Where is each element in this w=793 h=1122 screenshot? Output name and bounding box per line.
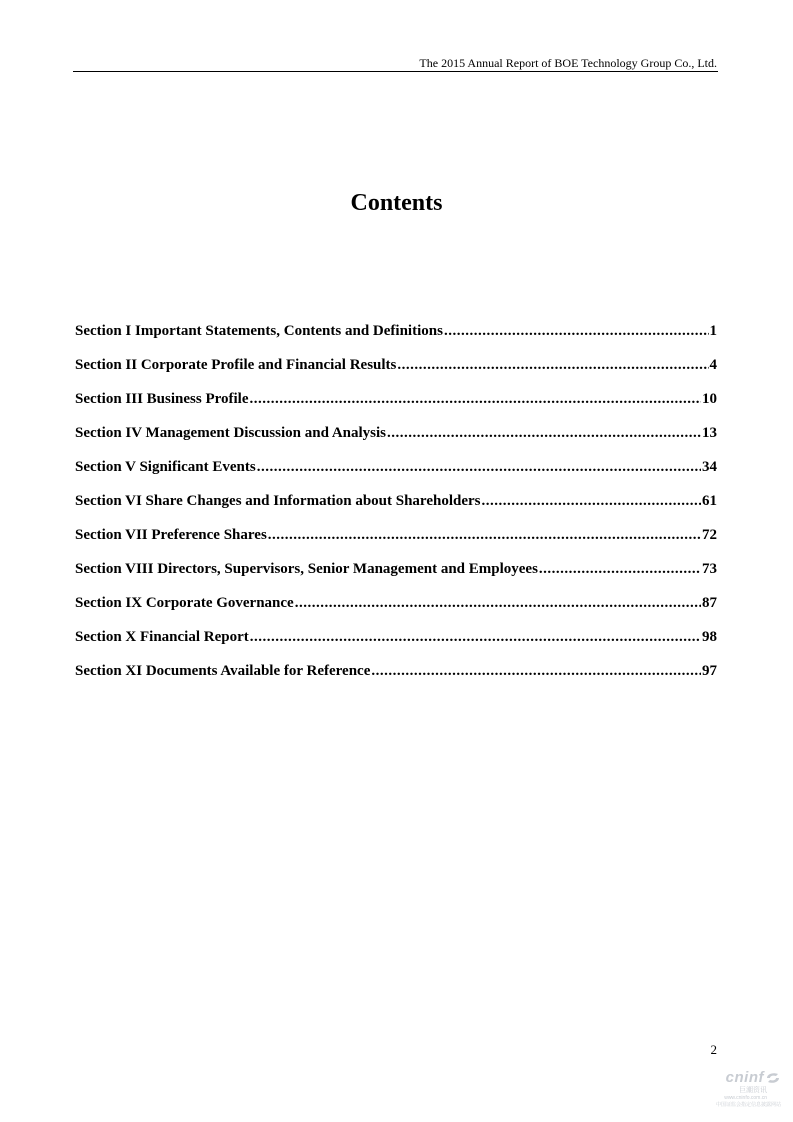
toc-entry-title: Section IX Corporate Governance bbox=[75, 595, 294, 611]
toc-entry-title: Section XI Documents Available for Reference bbox=[75, 663, 371, 679]
toc-entry-title: Section V Significant Events bbox=[75, 459, 256, 475]
toc-dot-leader bbox=[371, 663, 701, 680]
toc-entry-page: 72 bbox=[702, 527, 717, 543]
toc-entry-page: 4 bbox=[709, 357, 717, 373]
watermark-chinese-name: 巨潮资讯 bbox=[739, 1087, 767, 1094]
toc-entry-page: 1 bbox=[709, 323, 717, 339]
toc-dot-leader bbox=[250, 391, 702, 408]
toc-entry-section-8[interactable] bbox=[75, 561, 717, 595]
toc-entry-page: 97 bbox=[702, 663, 717, 679]
toc-entry-title: Section VIII Directors, Supervisors, Senior Management and Employees bbox=[75, 561, 538, 577]
toc-entry-title: Section III Business Profile bbox=[75, 391, 249, 407]
running-header: The 2015 Annual Report of BOE Technology Group Co., Ltd. bbox=[419, 56, 717, 70]
header-rule bbox=[73, 71, 718, 72]
toc-dot-leader bbox=[268, 527, 701, 544]
toc-entry-section-1[interactable] bbox=[75, 323, 717, 357]
watermark-org: 中国证监会指定信息披露网站 bbox=[715, 1102, 781, 1108]
cninf-logo-icon bbox=[765, 1071, 781, 1085]
toc-entry-title: Section II Corporate Profile and Financial Results bbox=[75, 357, 397, 373]
toc-entry-page: 98 bbox=[702, 629, 717, 645]
watermark-brand: cninf bbox=[725, 1069, 764, 1086]
toc-entry-page: 34 bbox=[702, 459, 717, 475]
toc-dot-leader bbox=[397, 357, 708, 374]
toc-entry-title: Section VII Preference Shares bbox=[75, 527, 267, 543]
page-title: Contents bbox=[350, 190, 443, 216]
toc-entry-page: 87 bbox=[702, 595, 717, 611]
toc-dot-leader bbox=[387, 425, 701, 442]
toc-entry-title: Section VI Share Changes and Information about Shareholders bbox=[75, 493, 481, 509]
toc-dot-leader bbox=[539, 561, 701, 578]
toc-dot-leader bbox=[257, 459, 701, 476]
toc-dot-leader bbox=[250, 629, 701, 646]
toc-entry-title: Section X Financial Report bbox=[75, 629, 249, 645]
page-number: 2 bbox=[710, 1042, 717, 1057]
toc-entry-section-4[interactable] bbox=[75, 425, 717, 459]
toc-dot-leader bbox=[295, 595, 701, 612]
toc-entry-section-9[interactable] bbox=[75, 595, 717, 629]
toc-entry-page: 61 bbox=[702, 493, 717, 509]
toc-entry-section-11[interactable] bbox=[75, 663, 717, 697]
toc-entry-title: Section IV Management Discussion and Analysis bbox=[75, 425, 387, 441]
toc-entry-page: 13 bbox=[702, 425, 717, 441]
toc-entry-title: Section I Important Statements, Contents and Definitions bbox=[75, 323, 443, 339]
toc-entry-page: 73 bbox=[702, 561, 717, 577]
watermark-url: www.cninfo.com.cn bbox=[724, 1095, 767, 1101]
toc-entry-section-2[interactable] bbox=[75, 357, 717, 391]
toc-entry-page: 10 bbox=[702, 391, 717, 407]
cninfo-watermark bbox=[681, 1070, 781, 1116]
toc-dot-leader bbox=[481, 493, 701, 510]
toc-entry-section-5[interactable] bbox=[75, 459, 717, 493]
watermark-brand-row bbox=[681, 1070, 781, 1086]
toc-dot-leader bbox=[444, 323, 709, 340]
toc-entry-section-10[interactable] bbox=[75, 629, 717, 663]
toc-entry-section-3[interactable] bbox=[75, 391, 717, 425]
toc-entry-section-7[interactable] bbox=[75, 527, 717, 561]
table-of-contents bbox=[75, 323, 717, 697]
toc-entry-section-6[interactable] bbox=[75, 493, 717, 527]
